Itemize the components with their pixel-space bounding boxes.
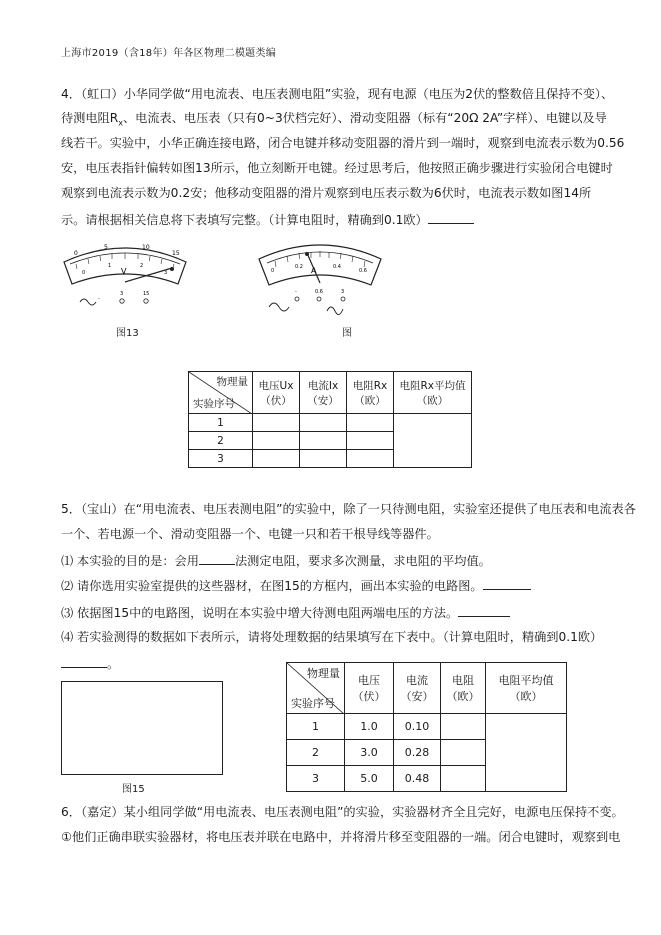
q4-line-2: 待测电阻$R_x$、电流表、电压表（只有0~3伏档完好）、滑动变阻器（标有“20Ω 2A”字样）、电键以及导 [61,111,607,128]
q5-table [286,662,567,792]
q5-item-2: ⑵ 请你选用实验室提供的这些器材，在图15的方框内，画出本实验的电路图。 [61,577,531,594]
q5-line-1: 5．（宝山）在“用电流表、电压表测电阻”的实验中，除了一只待测电阻，实验室还提供了电压表和电流表各 [61,502,636,516]
volt-scale-inner-2: 2 [140,263,144,269]
q4-table [188,371,472,468]
q4-col-current: 电流Ix （安） [300,372,347,414]
amm-scale-0: 0 [271,268,275,274]
volt-term-neg: - [98,296,100,302]
q4-col-avg: 电阻Rx平均值 （欧） [394,372,472,414]
q5-col-avg: 电阻平均值 （欧） [486,663,567,714]
volt-term-15: 15 [143,291,150,297]
amm-scale-04: 0.4 [333,264,341,270]
wire-icon [80,299,96,305]
q6-line-2: ①他们正确串联实验器材，将电压表并联在电路中，并将滑片移至变阻器的一端。闭合电键时，观察到电 [61,830,621,844]
volt-scale-inner-1: 1 [108,263,112,269]
q5-avg-cell[interactable] [486,714,567,792]
page-header: 上海市2019（含18年）年各区物理二模题类编 [61,48,277,59]
fig14-caption: 图 [342,328,352,339]
table-row: 3 5.0 0.48 [287,766,567,792]
volt-scale-inner-0: 0 [82,270,86,276]
q4-line-5: 观察到电流表示数为0.2安；他移动变阻器的滑片观察到电压表示数为6伏时，电流表示数如图14所 [61,186,592,200]
q5-item-4: ⑷ 若实验测得的数据如下表所示，请将处理数据的结果填写在下表中。（计算电阻时，精确到0.1欧） [61,630,603,644]
volt-scale-inner-3: 3 [164,270,168,276]
q5-line-2: 一个、若电源一个、滑动变阻器一个、电键一只和若干根导线等器件。 [61,527,439,541]
table-row: 2 3.0 0.28 [287,740,567,766]
amm-term-06: 0.6 [315,289,323,295]
q5-table-diag-header: 物理量 实验序号 [287,663,345,714]
fig13-caption: 图13 [116,328,139,339]
q4-col-resistance: 电阻Rx （欧） [347,372,394,414]
amm-term-neg: - [295,289,297,295]
fig15-box[interactable] [61,681,223,775]
table-row: 1 [189,414,472,432]
volt-scale-15: 15 [172,250,180,257]
ammeter-letter: A [311,266,317,275]
volt-term-3: 3 [120,291,124,297]
fig15-caption: 图15 [122,784,145,795]
q5-col-voltage: 电压 （伏） [345,663,394,714]
q6-line-1: 6．（嘉定）某小组同学做“用电流表、电压表测电阻”的实验，实验器材齐全且完好，电源电压保持不变。 [61,805,624,819]
table-row: 2 [189,432,472,450]
q4-line-3: 线若干。实验中，小华正确连接电路，闭合电键并移动变阻器的滑片到一端时，观察到电流表示数为0.56 [61,136,625,150]
q4-col-voltage: 电压Ux （伏） [253,372,300,414]
q5-col-resistance: 电阻 （欧） [441,663,486,714]
q5-item-4-end: 。 [61,655,119,672]
q5-item-3: ⑶ 依据图15中的电路图，说明在本实验中增大待测电阻两端电压的方法。 [61,604,510,621]
table-row: 3 [189,450,472,468]
q4-line-6: 示。请根据相关信息将下表填写完整。（计算电阻时，精确到0.1欧） [61,211,474,228]
volt-scale-10: 10 [142,244,150,251]
q4-table-diag-header: 物理量 实验序号 [189,372,253,414]
amm-scale-06: 0.6 [359,268,367,274]
amm-term-3: 3 [341,289,345,295]
q4-avg-cell[interactable] [394,414,472,468]
table-row: 1 1.0 0.10 [287,714,567,740]
q5-col-current: 电流 （安） [394,663,441,714]
volt-scale-0: 0 [74,250,78,257]
voltmeter-figure [60,240,190,308]
q5-item-1: ⑴ 本实验的目的是：会用 法测定电阻，要求多次测量，求电阻的平均值。 [61,554,491,568]
volt-scale-5: 5 [104,244,108,251]
wire-icon-2 [269,303,289,311]
q4-line-1: 4．（虹口）小华同学做“用电流表、电压表测电阻”实验，现有电源（电压为2伏的整数倍且保持不变）、 [61,87,614,101]
q4-line-4: 安，电压表指针偏转如图13所示，他立刻断开电键。经过思考后，他按照正确步骤进行实验闭合电键时 [61,161,613,175]
ammeter-figure [255,237,385,317]
voltmeter-letter: V [121,267,127,276]
amm-scale-02: 0.2 [295,264,303,270]
